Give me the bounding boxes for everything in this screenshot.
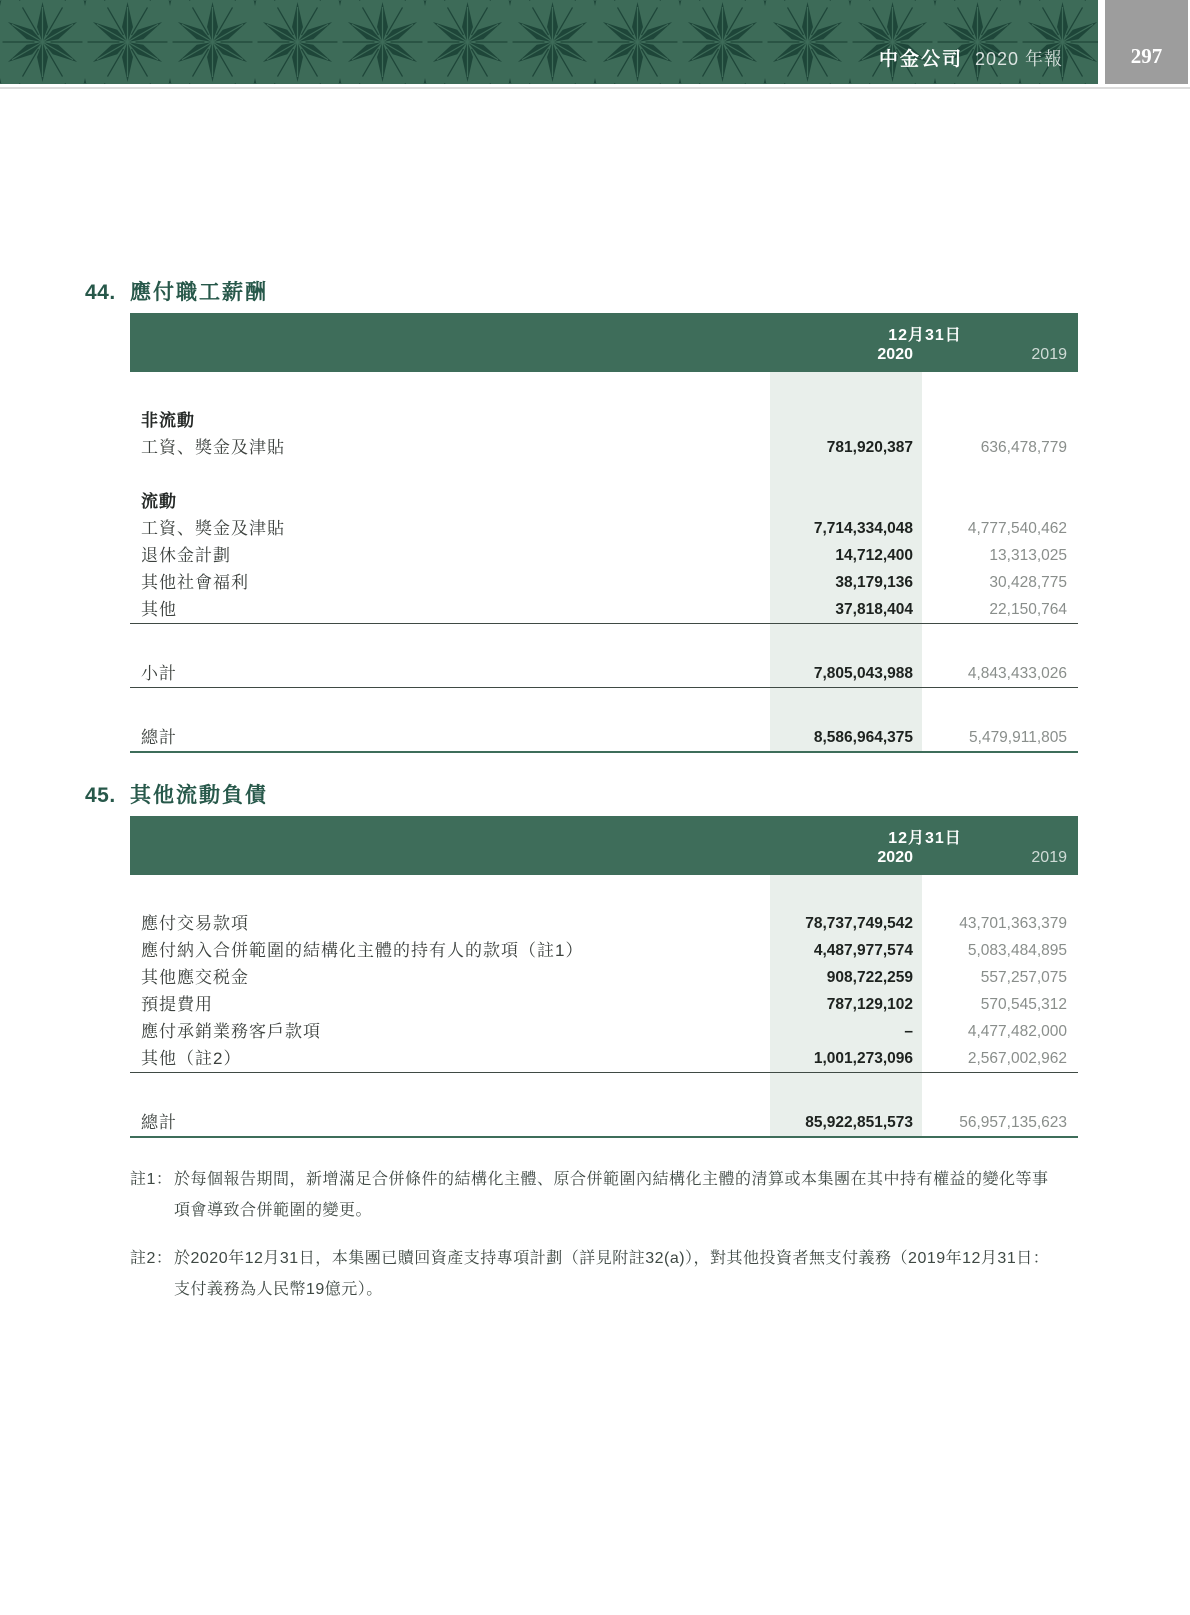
table-body [130, 875, 1078, 1138]
table-row [130, 407, 1078, 434]
spacer-row [130, 875, 1078, 910]
table-body [130, 372, 1078, 753]
section-44-employee-compensation [0, 276, 1190, 753]
date-header: 12月31日 [888, 327, 962, 344]
column-header-2020: 2020 [877, 346, 913, 363]
footnote-text: 於每個報告期間，新增滿足合併條件的結構化主體、原合併範圍內結構化主體的清算或本集團在其中持有權益的變化等事項會導致合併範圍的變更。 [174, 1171, 1049, 1219]
value-2020: 85,922,851,573 [805, 1114, 913, 1131]
table-row [130, 964, 1078, 991]
value-2019: 4,843,433,026 [967, 665, 1067, 682]
row-label: 工資、獎金及津貼 [141, 519, 285, 538]
spacer-row [130, 372, 1078, 407]
table-row [130, 596, 1078, 624]
row-label: 其他 [141, 600, 177, 619]
table-row [130, 724, 1078, 753]
value-2019: 570,545,312 [980, 996, 1067, 1013]
report-year: 2020 年報 [974, 49, 1063, 69]
row-label: 小計 [141, 664, 177, 683]
table-header-band [130, 313, 1078, 372]
table-row [130, 515, 1078, 542]
section-heading [85, 276, 1190, 306]
table-row [130, 991, 1078, 1018]
company-name: 中金公司 [878, 49, 963, 70]
value-2020: – [904, 1023, 913, 1040]
spacer-row [130, 688, 1078, 724]
table-row [130, 910, 1078, 937]
column-header-2019: 2019 [1031, 849, 1067, 866]
table-row [130, 1045, 1078, 1073]
row-label: 其他應交税金 [141, 968, 249, 987]
table-header-band [130, 816, 1078, 875]
spacer-row [130, 1073, 1078, 1109]
value-2019: 4,777,540,462 [967, 520, 1067, 537]
column-header-2020: 2020 [877, 849, 913, 866]
footnotes [130, 1164, 1190, 1305]
other-current-liabilities-table [130, 816, 1078, 1138]
footnote-label: 註2： [130, 1250, 173, 1267]
footnote-label: 註1： [130, 1171, 173, 1188]
section-45-other-current-liabilities [0, 779, 1190, 1138]
row-label: 應付交易款項 [141, 914, 249, 933]
value-2019: 13,313,025 [989, 547, 1067, 564]
value-2019: 43,701,363,379 [959, 915, 1067, 932]
value-2019: 30,428,775 [989, 574, 1067, 591]
value-2019: 557,257,075 [980, 969, 1067, 986]
date-header: 12月31日 [888, 830, 962, 847]
row-label: 流動 [141, 492, 177, 511]
row-label: 總計 [141, 1113, 177, 1132]
footnote [130, 1243, 1050, 1305]
section-title: 其他流動負債 [130, 784, 268, 807]
row-label: 應付納入合併範圍的結構化主體的持有人的款項（註1） [141, 941, 584, 960]
row-label: 退休金計劃 [141, 546, 231, 565]
value-2019: 636,478,779 [980, 439, 1067, 456]
section-number: 45. [85, 784, 116, 807]
table-row [130, 488, 1078, 515]
value-2020: 781,920,387 [826, 439, 913, 456]
row-label: 其他社會福利 [141, 573, 249, 592]
value-2020: 1,001,273,096 [813, 1050, 913, 1067]
value-2019: 5,479,911,805 [969, 729, 1067, 746]
column-header-2019: 2019 [1031, 346, 1067, 363]
value-2020: 908,722,259 [826, 969, 913, 986]
section-title: 應付職工薪酬 [130, 281, 268, 304]
table-row [130, 1109, 1078, 1138]
row-label: 總計 [141, 728, 177, 747]
value-2020: 78,737,749,542 [805, 915, 913, 932]
row-label: 應付承銷業務客戶款項 [141, 1022, 321, 1041]
table-row [130, 937, 1078, 964]
table-row [130, 434, 1078, 461]
table-row [130, 1018, 1078, 1045]
row-label: 工資、獎金及津貼 [141, 438, 285, 457]
table-row [130, 542, 1078, 569]
value-2019: 4,477,482,000 [967, 1023, 1067, 1040]
value-2019: 2,567,002,962 [967, 1050, 1067, 1067]
row-label: 預提費用 [141, 995, 213, 1014]
value-2020: 7,714,334,048 [813, 520, 913, 537]
employee-compensation-table [130, 313, 1078, 753]
section-heading [85, 779, 1190, 809]
row-label: 其他（註2） [141, 1049, 242, 1068]
page-number: 297 [1130, 44, 1163, 68]
row-label: 非流動 [141, 411, 195, 430]
value-2019: 22,150,764 [989, 601, 1067, 618]
spacer-row [130, 461, 1078, 488]
value-2019: 5,083,484,895 [967, 942, 1067, 959]
value-2020: 14,712,400 [835, 547, 913, 564]
value-2020: 7,805,043,988 [813, 665, 913, 682]
value-2020: 8,586,964,375 [813, 729, 913, 746]
value-2019: 56,957,135,623 [959, 1114, 1067, 1131]
footnote [130, 1164, 1050, 1226]
value-2020: 37,818,404 [835, 601, 913, 618]
value-2020: 4,487,977,574 [813, 942, 913, 959]
value-2020: 787,129,102 [826, 996, 913, 1013]
footnote-text: 於2020年12月31日，本集團已贖回資產支持專項計劃（詳見附註32(a)），對其他投資者無支付義務（2019年12月31日：支付義務為人民幣19億元）。 [174, 1250, 1050, 1298]
section-number: 44. [85, 281, 116, 304]
value-2020: 38,179,136 [835, 574, 913, 591]
table-row [130, 660, 1078, 688]
spacer-row [130, 624, 1078, 660]
table-row [130, 569, 1078, 596]
